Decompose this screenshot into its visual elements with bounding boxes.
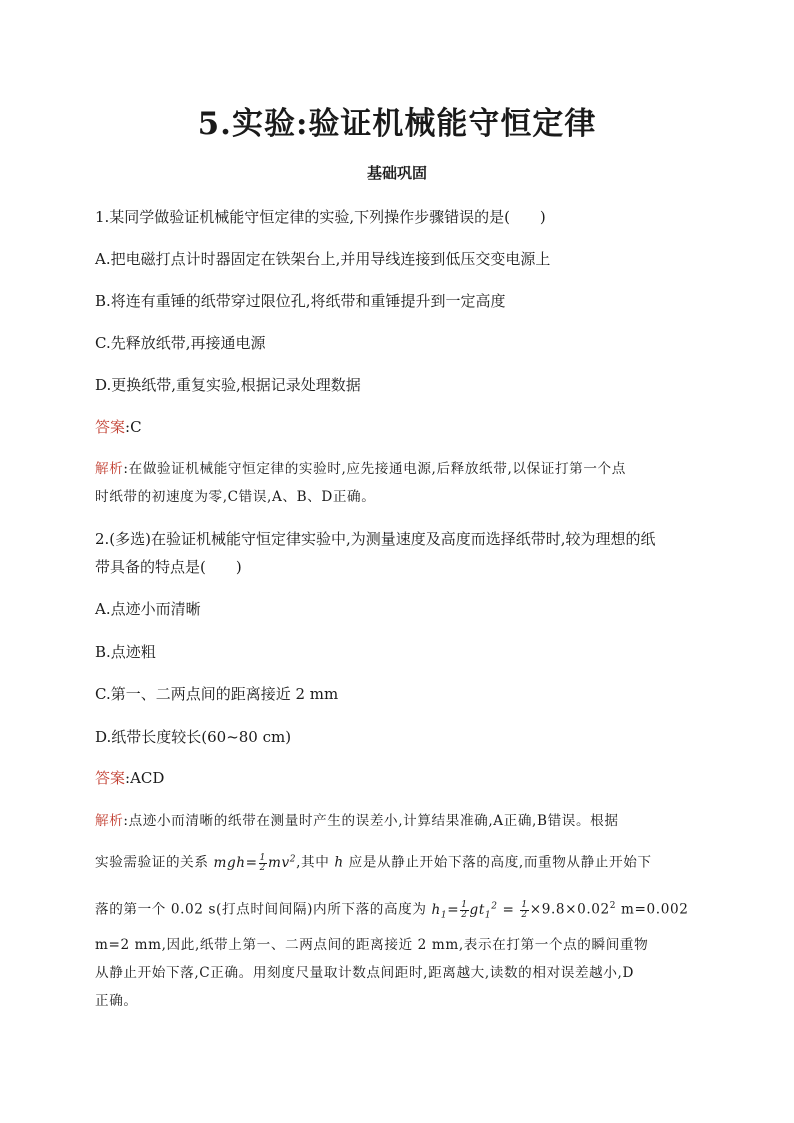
q1-option-c: C.先释放纸带,再接通电源 bbox=[95, 334, 266, 352]
q1-explanation-line1 bbox=[95, 458, 709, 480]
q2-explanation-line3: 落的第一个 0.02 s(打点时间间隔)内所下落的高度为 $h_1=$ $\frac{1}{2}$ $gt_1^2$ = $\frac{1}{2}$ $\times 9.8\times 0.02^2$ m=0.002 bbox=[95, 899, 689, 921]
explanation-text: 实验需验证的关系 bbox=[95, 854, 214, 871]
q2-explanation-line6: 正确。 bbox=[95, 993, 138, 1009]
answer-label: 答案 bbox=[95, 769, 126, 787]
q2-explanation-line1 bbox=[95, 810, 709, 832]
q2-option-a: A.点迹小而清晰 bbox=[95, 600, 201, 618]
q2-answer bbox=[95, 767, 709, 789]
q1-option-a: A.把电磁打点计时器固定在铁架台上,并用导线连接到低压交变电源上 bbox=[95, 250, 551, 268]
fraction-one-half: $\frac{1}{2}$ bbox=[259, 852, 266, 873]
q2-option-d: D.纸带长度较长(60~80 cm) bbox=[95, 728, 292, 746]
answer-value: :C bbox=[125, 418, 142, 436]
q2-stem-line2: 带具备的特点是( ) bbox=[95, 558, 242, 576]
q2-option-c: C.第一、二两点间的距离接近 2 mm bbox=[95, 685, 339, 703]
answer-value: :ACD bbox=[125, 769, 165, 787]
variable-h: h bbox=[334, 854, 344, 871]
q1-answer bbox=[95, 416, 709, 438]
q2-explanation-line2 bbox=[95, 848, 709, 874]
q1-option-d: D.更换纸带,重复实验,根据记录处理数据 bbox=[95, 376, 361, 394]
q2-option-b: B.点迹粗 bbox=[95, 643, 156, 661]
q1-option-b: B.将连有重锤的纸带穿过限位孔,将纸带和重锤提升到一定高度 bbox=[95, 292, 506, 310]
answer-label: 答案 bbox=[95, 418, 126, 436]
q2-stem-line1: 2.(多选)在验证机械能守恒定律实验中,为测量速度及高度而选择纸带时,较为理想的纸 bbox=[95, 530, 656, 548]
formula-h1: $h_1=$ $\frac{1}{2}$ $gt_1^2$ = $\frac{1}{2}$ bbox=[431, 899, 528, 921]
explanation-text: :在做验证机械能守恒定律的实验时,应先接通电源,后释放纸带,以保证打第一个点 bbox=[123, 461, 626, 477]
explanation-text: m=0.002 bbox=[616, 901, 689, 918]
explanation-label: 解析 bbox=[95, 813, 124, 829]
q1-stem: 1.某同学做验证机械能守恒定律的实验,下列操作步骤错误的是( ) bbox=[95, 208, 546, 226]
q2-explanation-line5: 从静止开始下落,C正确。用刻度尺量取计数点间距时,距离越大,读数的相对误差越小,D bbox=[95, 965, 634, 981]
q2-explanation-line4: m=2 mm,因此,纸带上第一、二两点间的距离接近 2 mm,表示在打第一个点的瞬间重物 bbox=[95, 937, 649, 953]
page-title: 5.实验:验证机械能守恒定律 bbox=[197, 106, 597, 142]
explanation-text: :点迹小而清晰的纸带在测量时产生的误差小,计算结果准确,A正确,B错误。根据 bbox=[123, 813, 619, 829]
formula-mgh: mgh= $\frac{1}{2}$ $mv^2$ bbox=[213, 852, 297, 873]
explanation-text: ×9.8×0.02 bbox=[529, 901, 610, 918]
explanation-label: 解析 bbox=[95, 461, 124, 477]
section-heading: 基础巩固 bbox=[366, 164, 427, 182]
explanation-text: 落的第一个 0.02 s(打点时间间隔)内所下落的高度为 bbox=[95, 901, 432, 918]
explanation-text: 应是从静止开始下落的高度,而重物从静止开始下 bbox=[343, 854, 652, 871]
q1-explanation-line2: 时纸带的初速度为零,C错误,A、B、D正确。 bbox=[95, 489, 376, 505]
fraction-one-half: $\frac{1}{2}$ bbox=[461, 899, 468, 920]
fraction-one-half: $\frac{1}{2}$ bbox=[521, 899, 528, 920]
explanation-text: ,其中 bbox=[296, 854, 335, 871]
